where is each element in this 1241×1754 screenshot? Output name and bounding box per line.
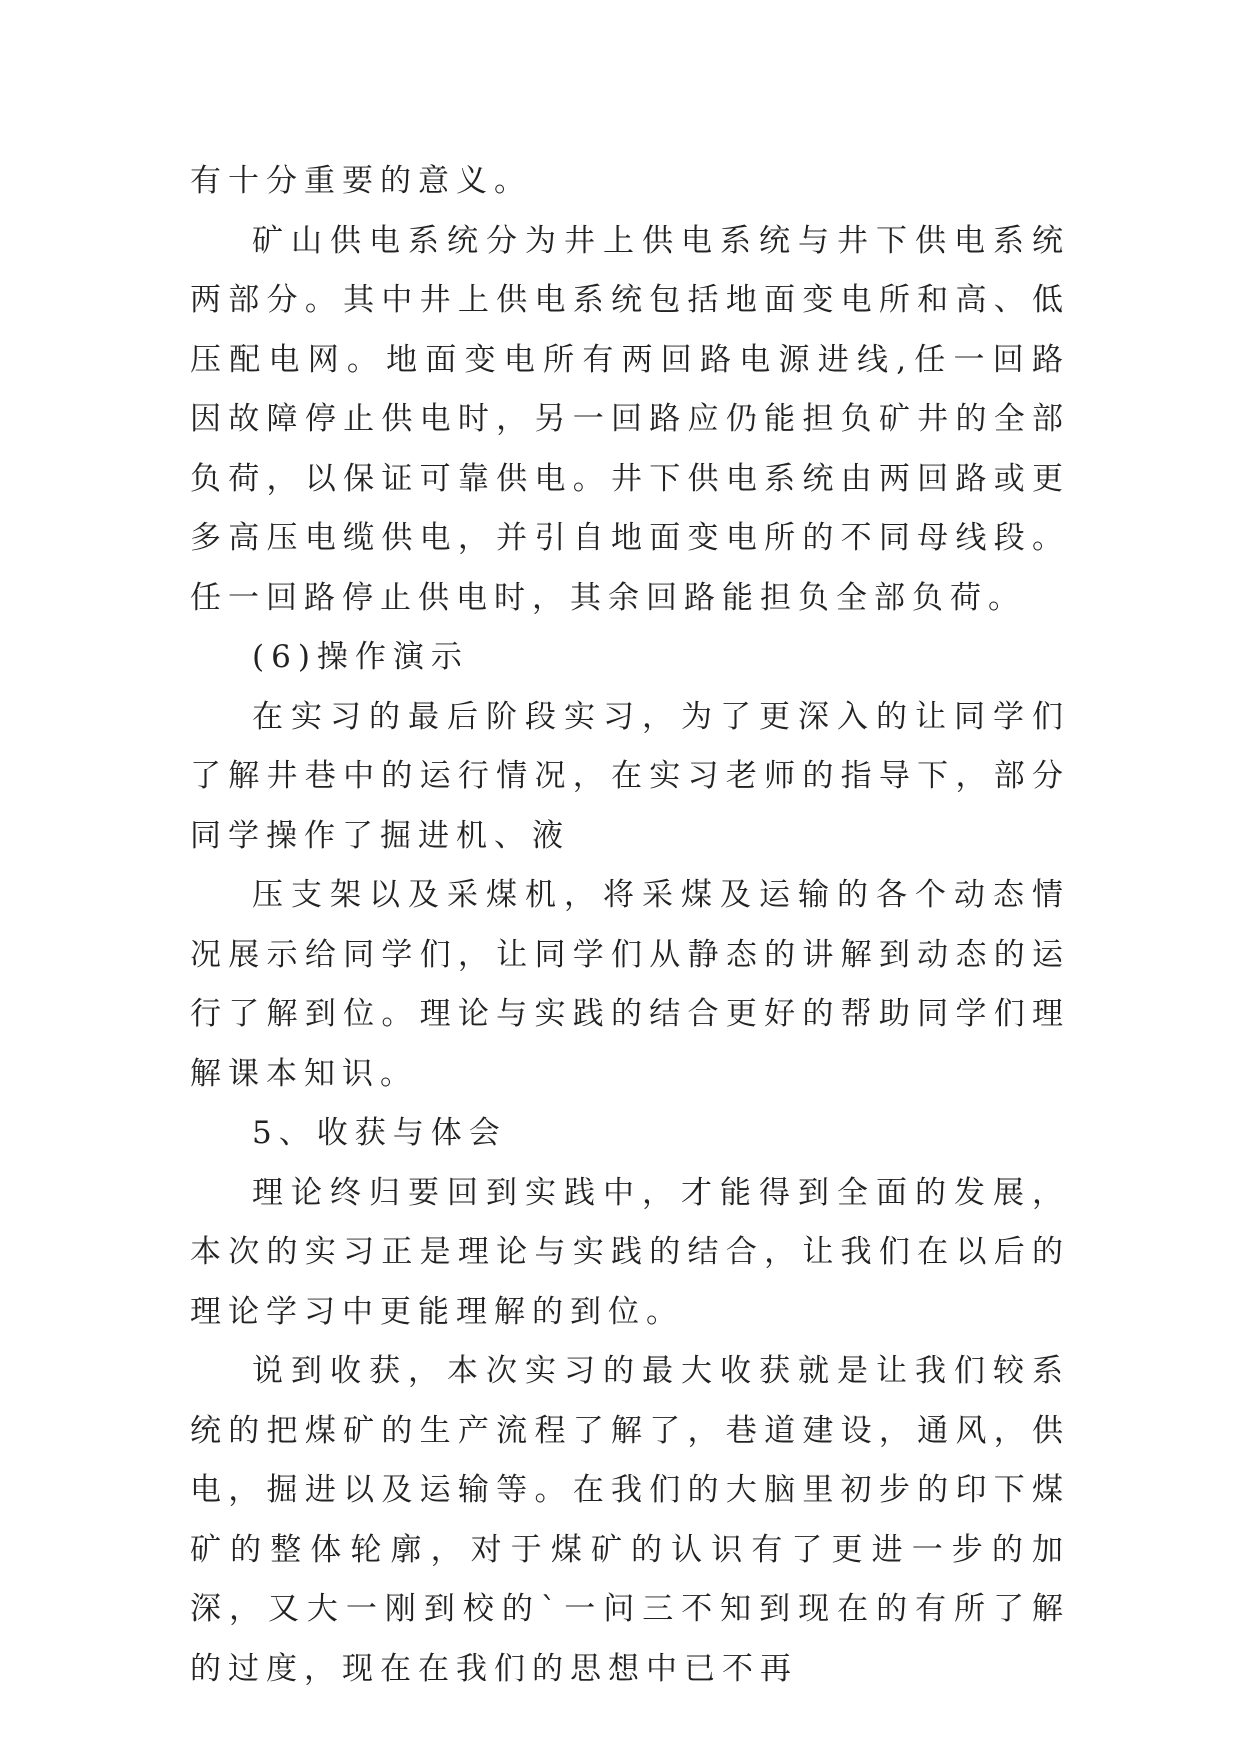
section-heading-operation-demo: (6)操作演示 <box>252 639 469 675</box>
body-text <box>190 152 1070 1699</box>
paragraph-operation-demo-continued: 压支架以及采煤机，将采煤及运输的各个动态情况展示给同学们，让同学们从静态的讲解到动态的运行了解到位。理论与实践的结合更好的帮助同学们理解课本知识。 <box>190 877 1070 1092</box>
section-heading-gains: 5、收获与体会 <box>252 1115 507 1151</box>
paragraph-power-system: 矿山供电系统分为井上供电系统与井下供电系统两部分。其中井上供电系统包括地面变电所和高、低压配电网。地面变电所有两回路电源进线,任一回路因故障停止供电时，另一回路应仍能担负矿井的全部负荷，以保证可靠供电。井下供电系统由两回路或更多高压电缆供电，并引自地面变电所的不同母线段。任一回路停止供电时，其余回路能担负全部负荷。 <box>190 222 1070 616</box>
paragraph-1: 有十分重要的意义。 <box>190 163 532 199</box>
paragraph-theory-practice: 理论终归要回到实践中，才能得到全面的发展，本次的实习正是理论与实践的结合，让我们在以后的理论学习中更能理解的到位。 <box>190 1174 1070 1330</box>
paragraph-gains: 说到收获，本次实习的最大收获就是让我们较系统的把煤矿的生产流程了解了，巷道建设，通风，供电，掘进以及运输等。在我们的大脑里初步的印下煤矿的整体轮廓，对于煤矿的认识有了更进一步的加深，又大一刚到校的`一问三不知到现在的有所了解的过度，现在在我们的思想中已不再 <box>190 1353 1070 1687</box>
paragraph-operation-demo: 在实习的最后阶段实习，为了更深入的让同学们了解井巷中的运行情况，在实习老师的指导下，部分同学操作了掘进机、液 <box>190 698 1070 854</box>
